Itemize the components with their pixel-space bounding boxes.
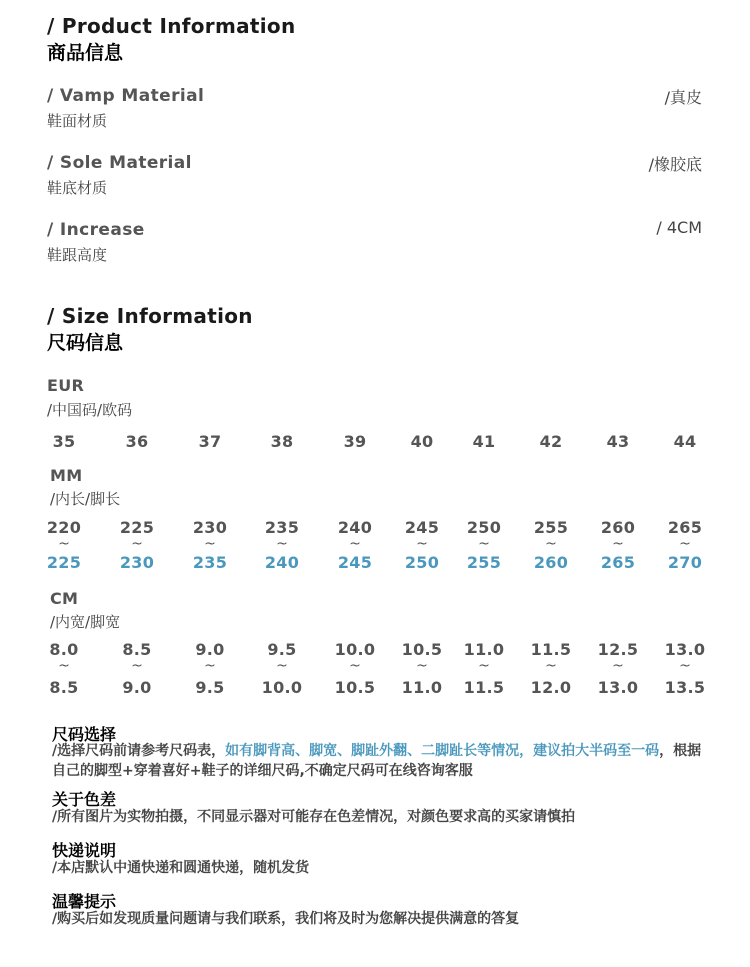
note-tips-title: 温馨提示 — [52, 892, 117, 911]
range-tilde: ~ — [131, 536, 143, 552]
size-cell: 13.0 — [664, 640, 706, 659]
attribute-label-en: / Vamp Material — [47, 86, 205, 106]
size-cell: 12.0 — [530, 678, 572, 697]
range-tilde: ~ — [612, 658, 624, 674]
range-tilde: ~ — [349, 658, 361, 674]
range-tilde: ~ — [349, 536, 361, 552]
size-cell: 8.5 — [122, 640, 152, 659]
size-cell: 10.0 — [334, 640, 376, 659]
range-tilde: ~ — [679, 658, 691, 674]
size-cell: 8.0 — [49, 640, 79, 659]
size-cell: 245 — [337, 553, 373, 572]
range-tilde: ~ — [478, 536, 490, 552]
range-tilde: ~ — [276, 536, 288, 552]
range-tilde: ~ — [545, 536, 557, 552]
note-text-part: /选择尺码前请参考尺码表， — [52, 743, 226, 759]
size-cell: 235 — [192, 553, 228, 572]
size-cell: 36 — [125, 432, 149, 451]
size-cell: 225 — [119, 518, 155, 537]
size-cell: 10.5 — [401, 640, 443, 659]
range-tilde: ~ — [545, 658, 557, 674]
size-cell: 41 — [472, 432, 496, 451]
note-text-part: ，根据自己的脚型+穿着喜好+鞋子的详细尺码,不确定尺码可在线咨询客服 — [52, 743, 702, 779]
cm-tilde-row — [0, 658, 750, 680]
size-cell: 35 — [52, 432, 76, 451]
note-size-choice-text — [52, 741, 712, 781]
range-tilde: ~ — [478, 658, 490, 674]
range-tilde: ~ — [416, 536, 428, 552]
size-cell: 225 — [46, 553, 82, 572]
range-tilde: ~ — [276, 658, 288, 674]
size-cell: 44 — [673, 432, 697, 451]
cm-sublabel: /内宽/脚宽 — [50, 613, 121, 631]
size-cell: 12.5 — [597, 640, 639, 659]
attribute-value: / 4CM — [656, 218, 702, 237]
range-tilde: ~ — [612, 536, 624, 552]
attribute-label-en: / Increase — [47, 220, 145, 240]
note-shipping-text: /本店默认中通快递和圆通快递，随机发货 — [52, 860, 310, 876]
size-cell: 42 — [539, 432, 563, 451]
size-cell: 39 — [343, 432, 367, 451]
mm-label: MM — [50, 466, 83, 485]
size-cell: 240 — [264, 553, 300, 572]
attribute-label-cn: 鞋面材质 — [47, 112, 108, 130]
attribute-label-cn: 鞋跟高度 — [47, 246, 108, 264]
size-cell: 40 — [410, 432, 434, 451]
attribute-label-en: / Sole Material — [47, 153, 192, 173]
range-tilde: ~ — [416, 658, 428, 674]
size-cell: 220 — [46, 518, 82, 537]
size-cell: 13.0 — [597, 678, 639, 697]
size-cell: 9.5 — [195, 678, 225, 697]
size-cell: 230 — [192, 518, 228, 537]
size-cell: 11.0 — [401, 678, 443, 697]
size-cell: 265 — [600, 553, 636, 572]
size-cell: 240 — [337, 518, 373, 537]
range-tilde: ~ — [679, 536, 691, 552]
cm-label: CM — [50, 589, 79, 608]
size-cell: 230 — [119, 553, 155, 572]
cm-to-row — [0, 678, 750, 700]
size-cell: 260 — [600, 518, 636, 537]
size-cell: 235 — [264, 518, 300, 537]
size-cell: 265 — [667, 518, 703, 537]
note-size-choice-title: 尺码选择 — [52, 725, 117, 744]
size-info-title-cn: 尺码信息 — [47, 332, 124, 354]
size-cell: 255 — [466, 553, 502, 572]
attribute-label-cn: 鞋底材质 — [47, 179, 108, 197]
size-cell: 9.0 — [122, 678, 152, 697]
note-color-text: /所有图片为实物拍摄，不同显示器对可能存在色差情况，对颜色要求高的买家请慎拍 — [52, 809, 576, 825]
attribute-value: /真皮 — [664, 88, 702, 107]
note-tips-text: /购买后如发现质量问题请与我们联系，我们将及时为您解决提供满意的答复 — [52, 911, 520, 927]
product-info-title-cn: 商品信息 — [47, 42, 124, 64]
note-color-title: 关于色差 — [52, 790, 117, 809]
size-cell: 11.5 — [463, 678, 505, 697]
size-cell: 13.5 — [664, 678, 706, 697]
eur-sublabel: /中国码/欧码 — [47, 401, 133, 419]
size-cell: 43 — [606, 432, 630, 451]
size-cell: 9.5 — [267, 640, 297, 659]
range-tilde: ~ — [204, 536, 216, 552]
note-shipping-title: 快递说明 — [52, 841, 117, 860]
mm-to-row — [0, 553, 750, 575]
size-info-title-en: / Size Information — [47, 304, 253, 328]
range-tilde: ~ — [204, 658, 216, 674]
size-cell: 250 — [404, 553, 440, 572]
range-tilde: ~ — [131, 658, 143, 674]
size-cell: 260 — [533, 553, 569, 572]
mm-sublabel: /内长/脚长 — [50, 490, 121, 508]
eur-row — [0, 432, 750, 454]
size-cell: 250 — [466, 518, 502, 537]
note-highlight: 如有脚背高、脚宽、脚趾外翻、二脚趾长等情况，建议拍大半码至一码 — [225, 743, 660, 759]
range-tilde: ~ — [58, 536, 70, 552]
size-cell: 11.0 — [463, 640, 505, 659]
attribute-value: /橡胶底 — [648, 155, 702, 174]
range-tilde: ~ — [58, 658, 70, 674]
size-cell: 255 — [533, 518, 569, 537]
size-cell: 10.0 — [261, 678, 303, 697]
size-cell: 270 — [667, 553, 703, 572]
size-cell: 38 — [270, 432, 294, 451]
eur-label: EUR — [47, 376, 85, 395]
size-cell: 245 — [404, 518, 440, 537]
product-info-title-en: / Product Information — [47, 14, 296, 38]
size-cell: 9.0 — [195, 640, 225, 659]
size-cell: 11.5 — [530, 640, 572, 659]
size-cell: 10.5 — [334, 678, 376, 697]
size-cell: 37 — [198, 432, 222, 451]
size-cell: 8.5 — [49, 678, 79, 697]
